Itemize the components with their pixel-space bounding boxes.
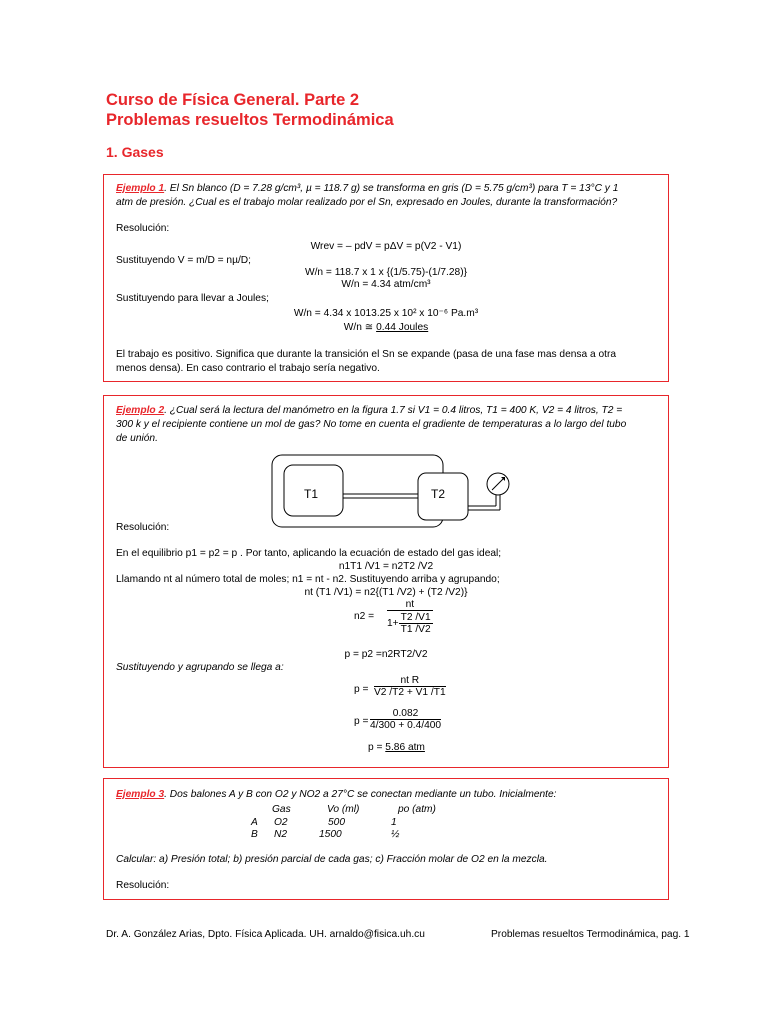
ex2-label: Ejemplo 2 [116, 405, 165, 416]
ex2-eq-nt: nt (T1 /V1) = n2{(T1 /V2) + (T2 /V2)} [304, 587, 468, 598]
ex2-fig-label-t1: T1 [304, 487, 319, 501]
ex1-result-prefix: W/n ≅ [343, 322, 377, 333]
ex2-statement-text: . ¿Cual será la lectura del manómetro en la figura 1.7 si V1 = 0.4 litros, T1 = 400 K, V2 = 4 litros, T2 = [164, 405, 623, 416]
example-2-box [103, 395, 669, 768]
ex1-statement-line-1 [116, 183, 618, 195]
ex2-fig-label-t2: T2 [431, 487, 446, 501]
ex3-row-b-vo: 1500 [319, 829, 342, 840]
ex2-p1-lhs: p = [354, 684, 369, 695]
ex2-p1-fraction [374, 675, 446, 698]
ex1-result-value: 0.44 Joules [376, 322, 429, 333]
title-line-1: Curso de Física General. Parte 2 [106, 91, 360, 109]
ex3-header-po: po (atm) [398, 804, 436, 815]
example-1-box [103, 174, 669, 382]
example-3-box [103, 778, 669, 900]
ex2-eq-n1t1: n1T1 /V1 = n2T2 /V2 [338, 561, 434, 572]
ex1-statement-line-2: atm de presión. ¿Cual es el trabajo molar realizado por el Sn, expresado en Joules, durante la transformación? [116, 197, 618, 208]
ex3-calcular: Calcular: a) Presión total; b) presión parcial de cada gas; c) Fracción molar de O2 en la mezcla. [116, 854, 548, 865]
title-line-2: Problemas resueltos Termodinámica [106, 111, 394, 129]
ex2-resolucion: Resolución: [116, 522, 170, 533]
ex2-n2-inner-denominator: T1 /V2 [400, 624, 431, 635]
ex2-p1-numerator: nt R [374, 675, 446, 687]
ex3-header-gas: Gas [272, 804, 291, 815]
ex2-agrup-text: Sustituyendo y agrupando se llega a: [116, 662, 284, 673]
ex3-header-vo: Vo (ml) [327, 804, 360, 815]
ex3-row-a-gas: O2 [274, 817, 288, 828]
ex3-row-b-id: B [251, 829, 258, 840]
ex2-equilibrium-text: En el equilibrio p1 = p2 = p . Por tanto, aplicando la ecuación de estado del gas ideal; [116, 548, 502, 559]
ex2-result [368, 742, 425, 754]
ex2-nt-text: Llamando nt al número total de moles; n1 = nt - n2. Sustituyendo arriba y agrupando; [116, 574, 500, 585]
ex3-row-a-id: A [251, 817, 258, 828]
ex2-p1-denominator: V2 /T2 + V1 /T1 [374, 687, 446, 698]
footer-page: Problemas resueltos Termodinámica, pag. 1 [491, 929, 690, 940]
ex1-statement-text: . El Sn blanco (D = 7.28 g/cm³, µ = 118.7 g) se transforma en gris (D = 5.75 g/cm³) para T = 13°C y 1 [164, 183, 619, 194]
ex1-conclusion-line-1: El trabajo es positivo. Significa que durante la transición el Sn se expande (pasa de una fase mas densa a otra [116, 349, 617, 360]
ex1-eq-w-n-2: W/n = 4.34 atm/cm³ [341, 279, 431, 290]
ex3-statement-text: . Dos balones A y B con O2 y NO2 a 27°C se conectan mediante un tubo. Inicialmente: [164, 789, 557, 800]
ex1-eq-w-n-1: W/n = 118.7 x 1 x {(1/5.75)-(1/7.28)} [304, 267, 468, 278]
ex2-p2-fraction [370, 708, 441, 731]
ex3-statement [116, 789, 556, 801]
ex2-result-prefix: p = [368, 742, 386, 753]
ex2-n2-fraction [387, 599, 433, 635]
section-heading: 1. Gases [106, 144, 164, 160]
ex2-p2-numerator: 0.082 [370, 708, 441, 720]
ex3-row-b-po: ½ [391, 829, 400, 840]
ex3-row-a-vo: 500 [328, 817, 345, 828]
ex1-resolucion: Resolución: [116, 223, 170, 234]
ex3-row-a-po: 1 [391, 817, 397, 828]
ex1-substitution-1: Sustituyendo V = m/D = nµ/D; [116, 255, 251, 266]
ex1-eq-w-n-3: W/n = 4.34 x 1013.25 x 10² x 10⁻⁶ Pa.m³ [293, 308, 479, 319]
ex2-p2-lhs: p = [354, 716, 369, 727]
ex2-result-value: 5.86 atm [385, 742, 425, 753]
ex2-n2-inner-numerator: T2 /V1 [400, 612, 431, 623]
ex1-eq-work: Wrev = – pdV = pΔV = p(V2 - V1) [310, 241, 462, 252]
ex1-substitution-2: Sustituyendo para llevar a Joules; [116, 293, 269, 304]
ex2-n2-den-prefix: 1+ [387, 618, 399, 629]
ex1-conclusion-line-2: menos densa). En caso contrario el trabajo sería negativo. [116, 363, 380, 374]
ex3-resolucion: Resolución: [116, 880, 170, 891]
ex2-statement-line-3: de unión. [116, 433, 158, 444]
ex2-p2-denominator: 4/300 + 0.4/400 [370, 720, 442, 731]
ex1-label: Ejemplo 1 [116, 183, 165, 194]
ex2-eq-p: p = p2 =n2RT2/V2 [344, 649, 428, 660]
ex3-row-b-gas: N2 [274, 829, 288, 840]
ex2-statement-line-1 [116, 405, 622, 417]
ex2-n2-numerator: nt [387, 599, 433, 611]
ex1-eq-result [104, 322, 668, 334]
ex2-statement-line-2: 300 k y el recipiente contiene un mol de gas? No tome en cuenta el gradiente de temperaturas a lo largo del tubo [116, 419, 627, 430]
ex2-n2-lhs: n2 = [354, 611, 375, 622]
footer-author: Dr. A. González Arias, Dpto. Física Aplicada. UH. arnaldo@fisica.uh.cu [106, 929, 425, 940]
ex3-label: Ejemplo 3 [116, 789, 165, 800]
